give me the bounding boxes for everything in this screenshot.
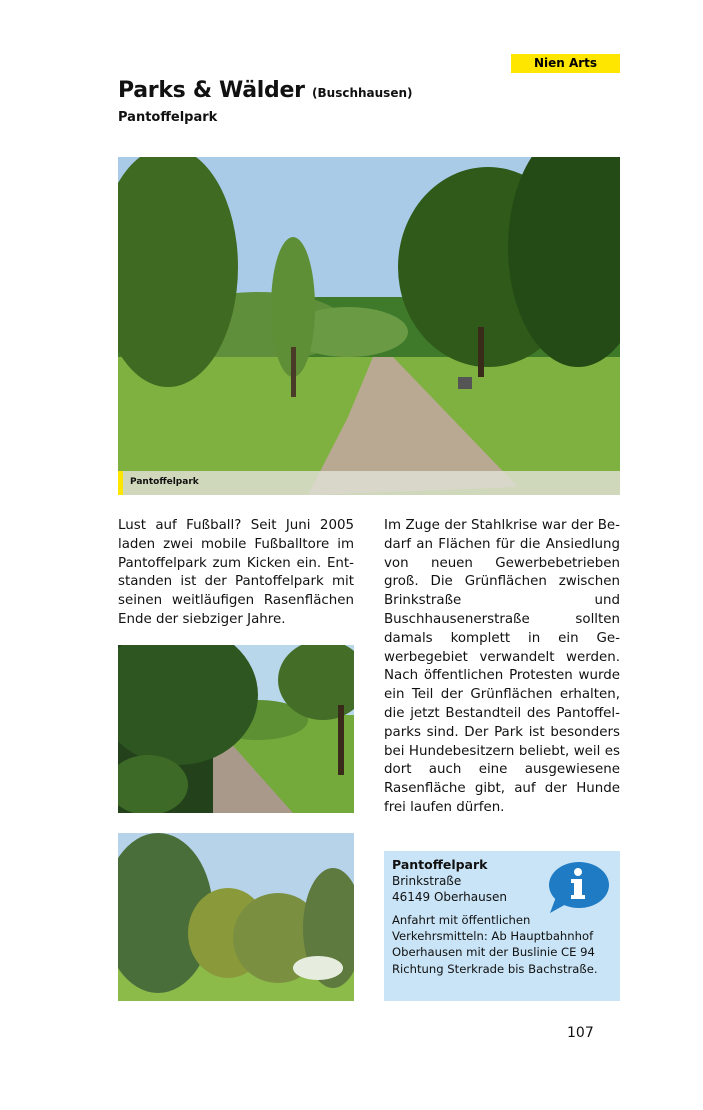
- info-city: 46149 Oberhausen: [392, 890, 507, 904]
- page-title: [118, 78, 412, 103]
- shrubs-photo: [118, 833, 354, 1001]
- category-tag: Nien Arts: [511, 54, 620, 73]
- info-street: Brinkstraße: [392, 874, 462, 888]
- page-title-main: Parks & Wälder: [118, 78, 305, 103]
- info-icon: [546, 861, 610, 913]
- hero-caption: [118, 471, 620, 495]
- path-photo: [118, 645, 354, 813]
- left-paragraph: Lust auf Fußball? Seit Juni 2005 laden zwei mobile Fußballtore im Pantoffelpark zum Kicken ein. Entstanden ist der Pantoffelpark mit seinen weitläufigen Rasenflächen Ende der siebziger Jahre.: [118, 518, 354, 627]
- hero-photo: [118, 157, 620, 495]
- right-paragraph: Im Zuge der Stahlkrise war der Bedarf an Flächen für die Ansiedlung von neuen Gewerbebetrieben groß. Die Grünflächen zwischen Brinkstraße und Buschhausenerstraße sollten damals komplett in ein Gewerbegebiet verwandelt werden. Nach öffentlichen Protesten wurde ein Teil der Grünflächen erhalten, die jetzt Bestandteil des Pantoffelparks sind. Der Park ist besonders bei Hundebesitzern beliebt, weil es dort auch eine ausgewiesene Rasenfläche gibt, auf der Hunde frei laufen dürfen.: [384, 518, 620, 815]
- page-number: 107: [567, 1025, 594, 1041]
- caption-marker: [118, 471, 123, 495]
- info-park-name: Pantoffelpark: [392, 857, 488, 872]
- hero-caption-text: Pantoffelpark: [130, 477, 199, 487]
- page-title-suffix: (Buschhausen): [312, 86, 413, 100]
- info-directions: Anfahrt mit öffentlichen Verkehrsmitteln: Ab Hauptbahnhof Oberhausen mit der Buslinie CE 94 Richtung Sterkrade bis Bachstraße.: [392, 913, 598, 976]
- page-subtitle: Pantoffelpark: [118, 110, 218, 125]
